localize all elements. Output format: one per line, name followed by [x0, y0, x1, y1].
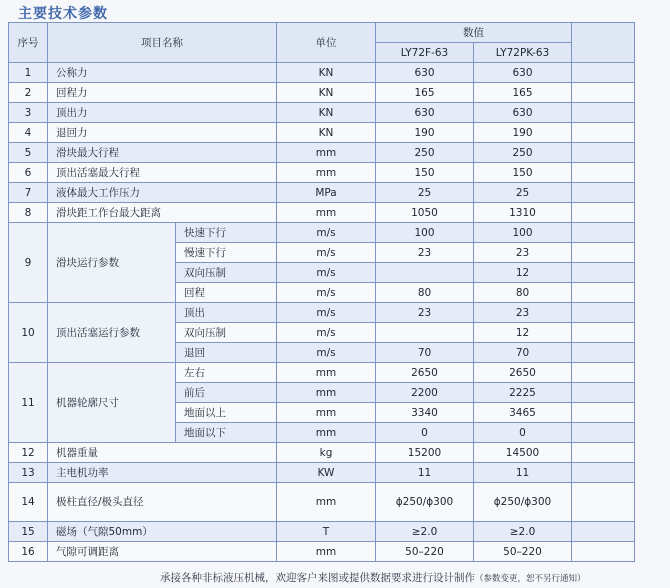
- row-spare: [572, 203, 635, 223]
- row-unit: mm: [277, 483, 376, 522]
- row-item: 滑块最大行程: [48, 143, 277, 163]
- group-no: 9: [9, 223, 48, 303]
- row-item: 液体最大工作压力: [48, 183, 277, 203]
- row-unit: mm: [277, 163, 376, 183]
- sub-value-a: 2200: [376, 383, 474, 403]
- sub-value-b: 80: [474, 283, 572, 303]
- sub-unit: mm: [277, 403, 376, 423]
- row-value-a: 25: [376, 183, 474, 203]
- sub-value-a: 23: [376, 243, 474, 263]
- sub-item: 左右: [176, 363, 277, 383]
- sub-value-b: 2225: [474, 383, 572, 403]
- row-spare: [572, 383, 635, 403]
- row-value-a: 630: [376, 103, 474, 123]
- row-value-b: 165: [474, 83, 572, 103]
- table-row: [9, 483, 635, 522]
- sub-value-b: 23: [474, 303, 572, 323]
- table-row: [9, 542, 635, 562]
- table-row: [9, 123, 635, 143]
- sub-value-a: 100: [376, 223, 474, 243]
- row-value-b: ϕ250/ϕ300: [474, 483, 572, 522]
- sub-item: 退回: [176, 343, 277, 363]
- row-spare: [572, 163, 635, 183]
- sub-value-b: 100: [474, 223, 572, 243]
- row-value-b: 150: [474, 163, 572, 183]
- row-item: 顶出力: [48, 103, 277, 123]
- table-row: [9, 463, 635, 483]
- table-row: [9, 63, 635, 83]
- row-unit: KN: [277, 123, 376, 143]
- sub-item: 双向压制: [176, 323, 277, 343]
- row-value-a: 11: [376, 463, 474, 483]
- row-no: 7: [9, 183, 48, 203]
- sub-item: 地面以上: [176, 403, 277, 423]
- sub-value-b: 3465: [474, 403, 572, 423]
- sub-value-b: 2650: [474, 363, 572, 383]
- row-item: 气隙可调距离: [48, 542, 277, 562]
- header-item: 项目名称: [48, 23, 277, 63]
- sub-value-b: 12: [474, 263, 572, 283]
- sub-value-a: [376, 263, 474, 283]
- table-row: [9, 303, 635, 323]
- row-spare: [572, 303, 635, 323]
- row-spare: [572, 223, 635, 243]
- row-value-a: 190: [376, 123, 474, 143]
- row-unit: KN: [277, 83, 376, 103]
- sub-unit: m/s: [277, 343, 376, 363]
- group-no: 10: [9, 303, 48, 363]
- row-value-b: 250: [474, 143, 572, 163]
- row-spare: [572, 423, 635, 443]
- row-no: 12: [9, 443, 48, 463]
- row-unit: mm: [277, 143, 376, 163]
- row-no: 5: [9, 143, 48, 163]
- row-value-b: 630: [474, 63, 572, 83]
- row-item: 主电机功率: [48, 463, 277, 483]
- sub-unit: m/s: [277, 263, 376, 283]
- header-no: 序号: [9, 23, 48, 63]
- row-spare: [572, 403, 635, 423]
- row-spare: [572, 283, 635, 303]
- row-no: 2: [9, 83, 48, 103]
- row-no: 14: [9, 483, 48, 522]
- group-item: 机器轮廓尺寸: [48, 363, 176, 443]
- header-unit: 单位: [277, 23, 376, 63]
- page-title: 主要技术参数: [18, 6, 108, 22]
- table-row: [9, 183, 635, 203]
- sub-item: 慢速下行: [176, 243, 277, 263]
- row-no: 4: [9, 123, 48, 143]
- sub-value-b: 70: [474, 343, 572, 363]
- table-row: [9, 363, 635, 383]
- sub-unit: mm: [277, 363, 376, 383]
- sub-unit: m/s: [277, 303, 376, 323]
- row-no: 1: [9, 63, 48, 83]
- footer-disclaimer: （参数变更，恕不另行通知）: [475, 574, 586, 584]
- row-value-b: 190: [474, 123, 572, 143]
- row-value-a: 15200: [376, 443, 474, 463]
- table-row: [9, 443, 635, 463]
- row-unit: kg: [277, 443, 376, 463]
- row-unit: mm: [277, 203, 376, 223]
- table-row: [9, 522, 635, 542]
- row-spare: [572, 323, 635, 343]
- row-value-b: 11: [474, 463, 572, 483]
- row-no: 16: [9, 542, 48, 562]
- row-spare: [572, 243, 635, 263]
- sub-item: 地面以下: [176, 423, 277, 443]
- row-unit: KN: [277, 63, 376, 83]
- sub-value-b: 23: [474, 243, 572, 263]
- row-unit: T: [277, 522, 376, 542]
- row-item: 磁场（气隙50mm）: [48, 522, 277, 542]
- row-spare: [572, 183, 635, 203]
- row-spare: [572, 542, 635, 562]
- sub-value-a: 23: [376, 303, 474, 323]
- sub-value-b: 0: [474, 423, 572, 443]
- table-row: [9, 143, 635, 163]
- row-value-a: ϕ250/ϕ300: [376, 483, 474, 522]
- sub-item: 前后: [176, 383, 277, 403]
- row-no: 8: [9, 203, 48, 223]
- row-spare: [572, 343, 635, 363]
- table-row: [9, 103, 635, 123]
- row-item: 公称力: [48, 63, 277, 83]
- row-spare: [572, 123, 635, 143]
- row-item: 顶出活塞最大行程: [48, 163, 277, 183]
- row-value-b: 14500: [474, 443, 572, 463]
- row-value-a: 250: [376, 143, 474, 163]
- sub-value-a: 0: [376, 423, 474, 443]
- sub-unit: mm: [277, 423, 376, 443]
- row-no: 3: [9, 103, 48, 123]
- sub-unit: m/s: [277, 283, 376, 303]
- spec-table: [8, 22, 635, 562]
- table-row: [9, 163, 635, 183]
- footer-text: 承接各种非标液压机械，欢迎客户来图或提供数据要求进行设计制作: [160, 572, 475, 584]
- row-value-a: ≥2.0: [376, 522, 474, 542]
- row-value-b: 1310: [474, 203, 572, 223]
- row-spare: [572, 363, 635, 383]
- row-value-b: ≥2.0: [474, 522, 572, 542]
- sub-value-a: [376, 323, 474, 343]
- row-spare: [572, 143, 635, 163]
- row-item: 机器重量: [48, 443, 277, 463]
- table-row: [9, 203, 635, 223]
- sub-item: 顶出: [176, 303, 277, 323]
- row-spare: [572, 83, 635, 103]
- row-no: 13: [9, 463, 48, 483]
- group-item: 顶出活塞运行参数: [48, 303, 176, 363]
- sub-unit: m/s: [277, 243, 376, 263]
- group-no: 11: [9, 363, 48, 443]
- row-spare: [572, 443, 635, 463]
- row-unit: KW: [277, 463, 376, 483]
- row-item: 滑块距工作台最大距离: [48, 203, 277, 223]
- row-value-a: 630: [376, 63, 474, 83]
- row-item: 回程力: [48, 83, 277, 103]
- row-unit: KN: [277, 103, 376, 123]
- header-model-a: LY72F-63: [376, 43, 474, 63]
- sub-value-a: 70: [376, 343, 474, 363]
- row-spare: [572, 463, 635, 483]
- row-value-a: 165: [376, 83, 474, 103]
- row-no: 6: [9, 163, 48, 183]
- row-value-b: 50–220: [474, 542, 572, 562]
- header-row-1: [9, 23, 635, 43]
- row-spare: [572, 63, 635, 83]
- group-item: 滑块运行参数: [48, 223, 176, 303]
- header-spare: [572, 23, 635, 63]
- row-unit: mm: [277, 542, 376, 562]
- row-item: 极柱直径/极头直径: [48, 483, 277, 522]
- header-model-b: LY72PK-63: [474, 43, 572, 63]
- row-value-a: 1050: [376, 203, 474, 223]
- row-value-b: 25: [474, 183, 572, 203]
- sub-value-a: 80: [376, 283, 474, 303]
- table-row: [9, 223, 635, 243]
- sub-item: 双向压制: [176, 263, 277, 283]
- row-value-a: 150: [376, 163, 474, 183]
- sub-value-b: 12: [474, 323, 572, 343]
- footer-note: [160, 570, 586, 585]
- row-value-a: 50–220: [376, 542, 474, 562]
- table-row: [9, 83, 635, 103]
- row-spare: [572, 263, 635, 283]
- row-item: 退回力: [48, 123, 277, 143]
- row-spare: [572, 522, 635, 542]
- row-value-b: 630: [474, 103, 572, 123]
- row-spare: [572, 103, 635, 123]
- header-values: 数值: [376, 23, 572, 43]
- sub-unit: m/s: [277, 223, 376, 243]
- sub-value-a: 2650: [376, 363, 474, 383]
- row-spare: [572, 483, 635, 522]
- row-no: 15: [9, 522, 48, 542]
- sub-unit: m/s: [277, 323, 376, 343]
- sub-item: 快速下行: [176, 223, 277, 243]
- sub-unit: mm: [277, 383, 376, 403]
- row-unit: MPa: [277, 183, 376, 203]
- sub-value-a: 3340: [376, 403, 474, 423]
- sub-item: 回程: [176, 283, 277, 303]
